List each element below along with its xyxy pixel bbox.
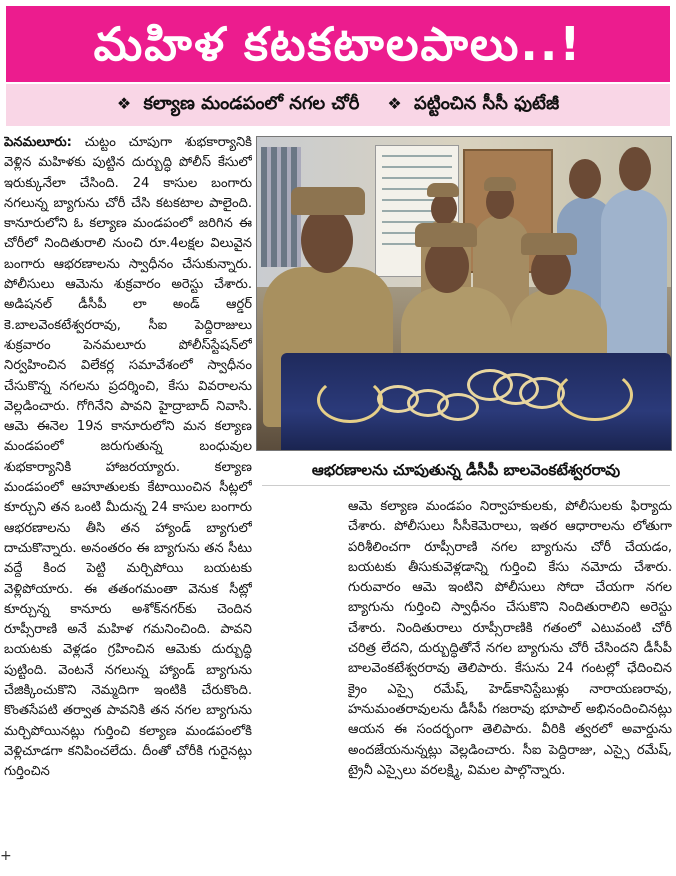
- headline: మహిళ కటకటాలపాలు..!: [6, 6, 670, 82]
- photo-head: [431, 193, 457, 225]
- subheadline-2: [387, 93, 559, 118]
- photo-head: [301, 207, 353, 273]
- photo-bangle: [437, 393, 479, 421]
- subheadline-1: [117, 93, 360, 118]
- article-column-1: [4, 133, 252, 873]
- photo-head: [425, 239, 469, 293]
- photo-cap: [427, 183, 459, 197]
- article-column-1-text: చుట్టం చూపుగా శుభకార్యానికి వెళ్లిన మహిళకు పుట్టిన దుర్బుద్ధి పోలీస్ కేసులో ఇరుక్కునేలా చేసింది. 24 కాసుల బంగారు నగలున్న బ్యాగును చోరీ చేసి కటకటాల పాలైంది. కానూరులోని ఓ కల్యాణ మండపంలో జరిగిన ఈ చోరీలో నిందితురాలి నుంచి రూ.4లక్షల విలువైన బంగారు ఆభరణాలను స్వాధీనం చేసుకున్నారు. పోలీసులు ఆమెను శుక్రవారం అరెస్టు చేశారు. అడిషనల్ డీసీపీ లా అండ్ ఆర్డర్ కె.బాలవెంకటేశ్వరరావు, సీఐ పెద్దిరాజులు శుక్రవారం పెనమలూరు పోలీస్‌స్టేషన్‌లో నిర్వహించిన విలేకర్ల సమావేశంలో స్వాధీనం చేసుకొన్న నగలను ప్రదర్శించి, కేసు వివరాలను వెల్లడించారు. గోగినేని పావని హైద్రాబాద్ నివాసి. ఆమె ఈనెల 19న కానూరులోని మన కల్యాణ మండపంలో జరుగుతున్న బంధువుల శుభకార్యానికి హాజరయ్యారు. కల్యాణ మండపంలో ఆహూతులకు కేటాయించిన సీట్లలో కూర్చుని తన ఒంటి మీదున్న 24 కాసుల బంగారు ఆభరణాలను తీసి తన హ్యాండ్ బ్యాగులో దాచుకొన్నారు. అనంతరం ఈ బ్యాగును తన సీటు వద్దే కింద పెట్టి మర్చిపోయి బయటకు వెళ్లిపోయారు. ఈ తతంగమంతా వెనుక సీట్లో కూర్చున్న కానూరు అశోక్‌నగర్‌కు చెందిన రూప్సీరాణి అనే మహిళ గమనించింది. పావని బయటకు వెళ్లడం గ్రహించిన ఆమెకు దుర్బుద్ధి పుట్టింది. వెంటనే నగలున్న హ్యాండ్ బ్యాగును చేజిక్కించుకొని నెమ్మదిగా ఇంటికి చేరుకొంది. కొంతసేపటి తర్వాత పావనికి తన నగల బ్యాగును మర్చిపోయినట్లు గుర్తించి కల్యాణ మండపంలోకి వెళ్లిచూడగా కనిపించలేదు. దీంతో చోరీకి గురైనట్లు గుర్తించిన: [4, 135, 252, 780]
- photo-head: [569, 159, 601, 199]
- photo-cap: [484, 177, 516, 191]
- subheadline-bar: [6, 84, 670, 126]
- photo-head: [619, 147, 651, 191]
- press-meet-photo: [256, 136, 672, 451]
- photo-cap: [291, 187, 365, 215]
- subheadline-1-text: కల్యాణ మండపంలో నగల చోరీ: [143, 92, 360, 114]
- dateline: పెనమలూరు:: [4, 135, 72, 150]
- photo-cap: [521, 233, 577, 255]
- subheadline-2-text: పట్టించిన సీసీ ఫుటేజీ: [414, 92, 560, 114]
- diamond-bullet-icon: ❖: [387, 93, 402, 113]
- margin-mark: +: [0, 848, 12, 864]
- photo-person: [601, 189, 667, 379]
- photo-necklace: [317, 377, 383, 423]
- diamond-bullet-icon: ❖: [116, 93, 132, 113]
- article-column-2: ఆమె కల్యాణ మండపం నిర్వాహకులకు, పోలీసులకు ఫిర్యాదు చేశారు. పోలీసులు సీసీకెమెరాలు, ఇతర ఆధారాలను లోతుగా పరిశీలించగా రూప్సీరాణి నగల బ్యాగును చోరీ చేయడం, బయటకు తీసుకువెళ్లడాన్ని గుర్తించి కేసు నమోదు చేశారు. గురువారం ఆమె ఇంటిని పోలీసులు సోదా చేయగా నగల బ్యాగును గుర్తించి స్వాధీనం చేసుకొని నిందితురాలిని అరెస్టు చేశారు. నిందితురాలు రూప్సీరాణికి గతంలో ఎటువంటి చోరీ చరిత్ర లేదని, దుర్బుద్ధితోనే నగల బ్యాగును చోరీ చేసిందని డీసీపీ బాలవెంకటేశ్వరరావు తెలిపారు. కేసును 24 గంటల్లో ఛేదించిన క్రైం ఎస్సై రమేష్, హెడ్‌కానిస్టేబుళ్లు నారాయణరావు, హనుమంతరావులను డీసీపీ గజరావు భూపాల్ అభినందించినట్లు ఆయన ఈ సందర్భంగా తెలిపారు. వీరికి త్వరలో అవార్డును అందజేయనున్నట్లు వెల్లడించారు. సీఐ పెద్దిరాజు, ఎస్సై రమేష్, ట్రైనీ ఎస్సైలు వరలక్ష్మి, విమల పాల్గొన్నారు.: [348, 499, 672, 778]
- photo-necklace: [557, 369, 633, 421]
- photo-cap: [415, 223, 477, 247]
- photo-caption: ఆభరణాలను చూపుతున్న డీసీపీ బాలవెంకటేశ్వరరావు: [262, 455, 670, 486]
